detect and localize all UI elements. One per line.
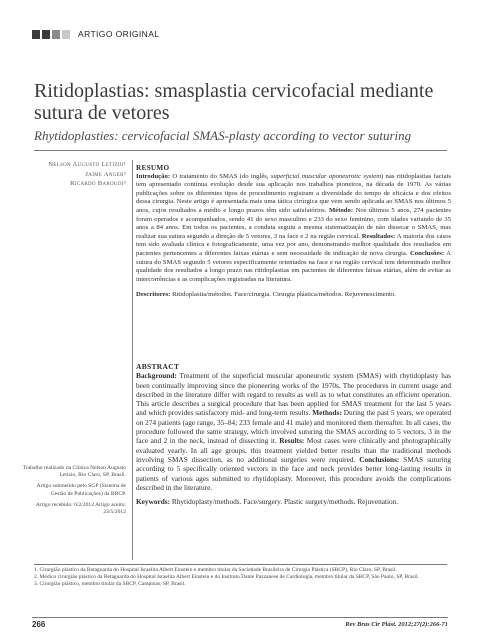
footnote: 1. Cirurgião plástico da Retaguarda do Hospital Israelita Albert Einstein e membro titular da Sociedade Brasileira de Cirurgia Plástica (SBCP), Rio Claro, SP, Brasil. <box>34 567 397 573</box>
resumo-body: Introdução: O tratamento do SMAS (do inglês, superficial muscular aponeurotic system) nas ritidoplastias faciais tem apresentado contínua evolução desde sua aplicação nos trabalhos pioneiros, na década de 1970. As várias publicações sobre os diferentes tipos de procedimento registram a diversidade do tempo de eficácia e dos efeitos dessa cirurgia. Neste artigo é apresentada mais uma tática cirúrgica que vem sendo aplicada ao SMAS nos últimos 5 anos, cujos resultados a médio e longo prazos têm sido satisfatórios. Método: Nos últimos 5 anos, 274 pacientes foram operados e acompanhados, sendo 41 do sexo masculino e 233 do sexo feminino, com idades variando de 35 anos a 84 anos. Em todos os pacientes, a conduta seguiu a mesma sistematização de não dissecar o SMAS, mas realizar sua sutura segundo a direção de 5 vetores, 3 na face e 2 na região cervical. Resultados: A maioria dos casos tem sido avaliada clínica e fotograficamente, uma vez por ano, demonstrando melhor qualidade dos resultados em pacientes pertencentes a diferentes faixas etárias e sem necessidade de indicação de nova cirurgia. Conclusões: A sutura do SMAS segundo 5 vetores especificamente orientados na face e na região cervical tem determinado melhor qualidade dos resultados a longo prazo nas ritidoplastias em pacientes de diferentes faixas etárias, além de evitar as intercorrências e as complicações registradas na literatura. <box>136 172 452 283</box>
header-square-dark <box>42 30 50 39</box>
footnote-divider <box>34 564 447 565</box>
footnotes <box>34 567 454 589</box>
note-dates: Artigo recebido: 6/2/2012 Artigo aceito: 23/5/2012 <box>35 501 126 516</box>
author-name: Nelson Augusto Letizio¹ <box>48 161 126 168</box>
abstract-keywords: Keywords: Rhytidoplasty/methods. Face/surgery. Plastic surgery/methods. Rejuvenation. <box>136 497 399 507</box>
article-subtitle: Rhytidoplasties: cervicofacial SMAS-plasty according to vector suturing <box>34 128 412 143</box>
author-name: Jaime Anger² <box>85 170 126 178</box>
section-header <box>32 28 159 40</box>
author-name: Ricardo Baroudi³ <box>70 180 126 187</box>
article-title: Ritidoplastias: smasplastia cervicofacial mediante sutura de vetores <box>34 80 434 124</box>
section-label: ARTIGO ORIGINAL <box>78 29 160 39</box>
resumo-heading: RESUMO <box>136 164 170 172</box>
author-list <box>20 160 126 189</box>
footnote: 2. Médico cirurgião plástico da Retaguarda do Hospital Israelita Albert Einstein e do Instituto Dante Pazzanese de Cardiologia, membro titular da SBCP, São Paulo, SP, Brasil. <box>34 574 419 581</box>
column-divider <box>132 160 133 560</box>
note-submission: Artigo submetido pelo SGP (Sistema de Gestão de Publicações) da RBCP. <box>36 483 126 497</box>
abstract-background-label: Background: <box>136 371 177 381</box>
note-institution: Trabalho realizado na Clínica Nelson Augusto Letizio, Rio Claro, SP, Brasil. <box>22 465 126 479</box>
abstract-conclusions-label: Conclusions: <box>359 454 400 464</box>
footnote: 3. Cirurgião plástico, membro titular da SBCP, Campinas, SP, Brasil. <box>34 581 186 588</box>
page-number: 266 <box>32 620 46 629</box>
resumo-intro-label: Introdução: <box>136 172 171 180</box>
resumo-method-label: Método: <box>328 206 354 214</box>
submission-notes <box>20 465 126 520</box>
abstract-body: Background: Treatment of the superficial muscular aponeurotic system (SMAS) with rhytidoplasty has been continually improving since the pioneering works of the 1970s. The procedures in current usage and described in the literature differ with regard to results as well as to what constitutes an efficient operation. This article describes a surgical procedure that has been applied for SMAS treatment for the last 5 years and which provides satisfactory mid- and long-term results. Methods: During the past 5 years, we operated on 274 patients (age range, 35–84; 233 female and 41 male) and monitored them thereafter. In all cases, the procedure followed the same strategy, which involved suturing the SMAS according to 5 vectors, 3 in the face and 2 in the neck, instead of dissecting it. Results: Most cases were clinically and photographically evaluated yearly. In all age groups, this treatment yielded better results than the traditional methods involving SMAS dissection, as no additional surgeries were required. Conclusions: SMAS suturing according to 5 specifically oriented vectors in the face and neck provides better long-lasting results in patients of various ages submitted to rhytidoplasty. Moreover, this procedure avoids the complications described in the literature. <box>136 371 452 492</box>
header-square-dark <box>32 30 40 39</box>
footer-rule <box>32 617 448 618</box>
resumo-results-label: Resultados: <box>361 232 396 240</box>
resumo-conclusion-label: Conclusões: <box>409 249 445 257</box>
header-square-mid <box>52 30 60 39</box>
abstract-methods-label: Methods: <box>312 408 342 418</box>
title-divider <box>34 150 447 151</box>
abstract-results-label: Results: <box>279 436 305 446</box>
header-square-light <box>62 30 70 39</box>
resumo-keywords: Descritores: Ritidoplastia/métodos. Face/cirurgia. Cirurgia plástica/métodos. Rejuvenescimento. <box>136 291 396 299</box>
abstract-heading: ABSTRACT <box>136 362 180 371</box>
resumo-section <box>136 164 451 300</box>
journal-citation: Rev Bras Cir Plást. 2012;27(2):266-71 <box>345 621 448 628</box>
abstract-section <box>136 362 451 506</box>
